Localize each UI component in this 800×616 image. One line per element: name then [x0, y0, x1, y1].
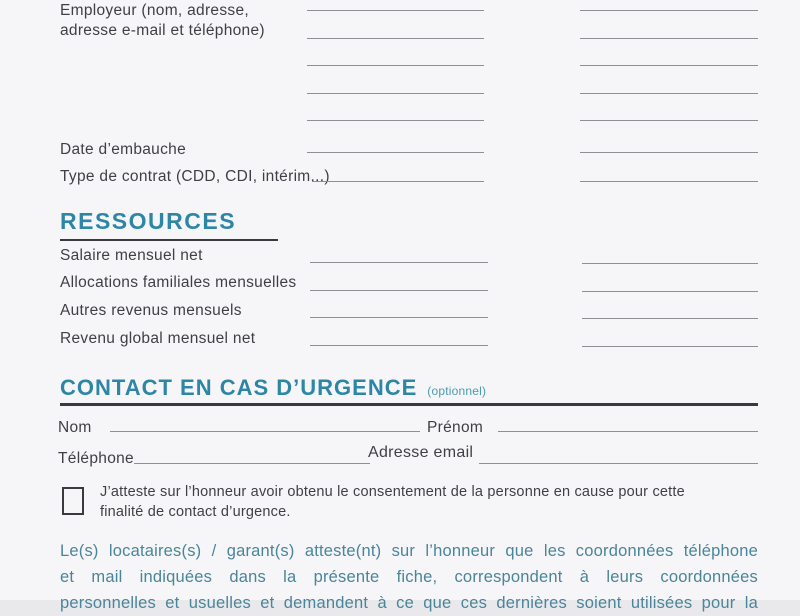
- prenom-field-line[interactable]: [498, 431, 758, 432]
- attestation-paragraph-line2: et mail indiquées dans la présente fiche, correspondent à leurs coordonnées: [60, 568, 758, 586]
- employer-field-line[interactable]: [307, 120, 484, 121]
- attestation-paragraph-line3: personnelles et usuelles et demandent à ce que ces dernières soient utilisées pour la: [60, 594, 758, 612]
- type-contrat-field-line[interactable]: [312, 181, 484, 182]
- salaire-field-line[interactable]: [310, 262, 488, 263]
- adresse-email-field-line[interactable]: [479, 463, 758, 464]
- adresse-email-label: Adresse email: [368, 444, 474, 461]
- employer-field-line-col2[interactable]: [580, 93, 758, 94]
- nom-label: Nom: [58, 419, 92, 436]
- employer-field-line[interactable]: [307, 38, 484, 39]
- employer-field-line-col2[interactable]: [580, 120, 758, 121]
- telephone-label: Téléphone: [58, 450, 134, 467]
- employer-label-line2: adresse e-mail et téléphone): [60, 22, 265, 39]
- employer-field-line[interactable]: [307, 10, 484, 11]
- salaire-field-line-col2[interactable]: [582, 263, 758, 264]
- employer-field-line-col2[interactable]: [580, 65, 758, 66]
- consent-text-line1: J’atteste sur l’honneur avoir obtenu le consentement de la personne en cause pour cette: [100, 484, 685, 500]
- contact-title-underline: [60, 403, 758, 406]
- employer-field-line-col2[interactable]: [580, 181, 758, 182]
- revenu-global-field-line-col2[interactable]: [582, 346, 758, 347]
- type-contrat-label: Type de contrat (CDD, CDI, intérim...): [60, 168, 330, 185]
- telephone-field-line[interactable]: [134, 463, 370, 464]
- contact-optional-note: (optionnel): [427, 384, 487, 398]
- revenu-global-label: Revenu global mensuel net: [60, 330, 256, 347]
- contact-section-title: [60, 375, 486, 401]
- autres-revenus-field-line-col2[interactable]: [582, 318, 758, 319]
- ressources-title-underline: [60, 239, 278, 241]
- consent-text-line2: finalité de contact d’urgence.: [100, 504, 291, 520]
- allocations-field-line[interactable]: [310, 290, 488, 291]
- consent-checkbox[interactable]: [62, 487, 84, 515]
- employer-label-line1: Employeur (nom, adresse,: [60, 2, 249, 19]
- date-embauche-label: Date d’embauche: [60, 141, 186, 158]
- contact-title-text: CONTACT EN CAS D’URGENCE: [60, 375, 418, 400]
- autres-revenus-field-line[interactable]: [310, 317, 488, 318]
- date-embauche-field-line[interactable]: [307, 152, 484, 153]
- autres-revenus-label: Autres revenus mensuels: [60, 302, 242, 319]
- employer-field-line[interactable]: [307, 93, 484, 94]
- employer-field-line-col2[interactable]: [580, 38, 758, 39]
- revenu-global-field-line[interactable]: [310, 345, 488, 346]
- employer-field-line-col2[interactable]: [580, 152, 758, 153]
- attestation-paragraph-line1: Le(s) locataires(s) / garant(s) atteste(nt) sur l’honneur que les coordonnées téléphone: [60, 542, 758, 560]
- employer-field-line[interactable]: [307, 65, 484, 66]
- salaire-label: Salaire mensuel net: [60, 247, 203, 264]
- employer-field-line-col2[interactable]: [580, 10, 758, 11]
- prenom-label: Prénom: [427, 419, 484, 436]
- allocations-label: Allocations familiales mensuelles: [60, 274, 297, 291]
- ressources-section-title: RESSOURCES: [60, 208, 237, 234]
- allocations-field-line-col2[interactable]: [582, 291, 758, 292]
- nom-field-line[interactable]: [110, 431, 420, 432]
